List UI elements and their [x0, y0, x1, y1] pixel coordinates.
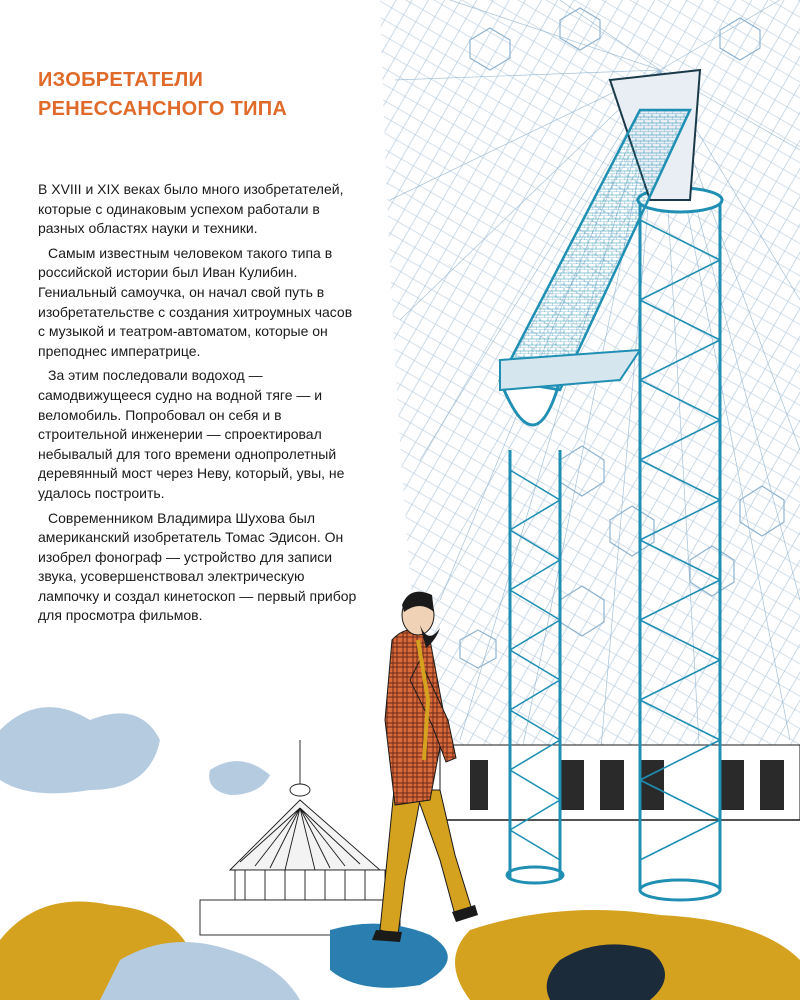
- paragraph-4: Современником Владимира Шухова был американский изобретатель Томас Эдисон. Он изобрел фонограф — устройство для записи звука, усовершенствовал электрическую лампочку и создал кинетоскоп — первый прибор для просмотра фильмов.: [38, 509, 357, 624]
- paragraph-2: Самым известным человеком такого типа в российской истории был Иван Кулибин. Гениальный самоучка, он начал свой путь в изобретательстве с создания хитроумных часов с музыкой и театром-автоматом, которые он преподнес императрице.: [38, 244, 353, 359]
- colonnade: [440, 745, 800, 820]
- page-title-line-1: ИЗОБРЕТАТЕЛИ: [38, 69, 204, 91]
- page-title: [38, 66, 287, 124]
- paragraph-1: В XVIII и XIX веках было много изобретателей, которые с одинаковым успехом работали в разных областях науки и техники.: [38, 181, 344, 237]
- article-body: [38, 180, 360, 631]
- paragraph-3: За этим последовали водоход — самодвижущееся судно на водной тяге — и веломобиль. Попробовал он себя и в строительной инженерии — спроектировал небывалый для того времени однопролетный деревянный мост через Неву, который, увы, не удалось построить.: [38, 367, 345, 501]
- page-title-line-2: РЕНЕССАНСНОГО ТИПА: [38, 98, 288, 120]
